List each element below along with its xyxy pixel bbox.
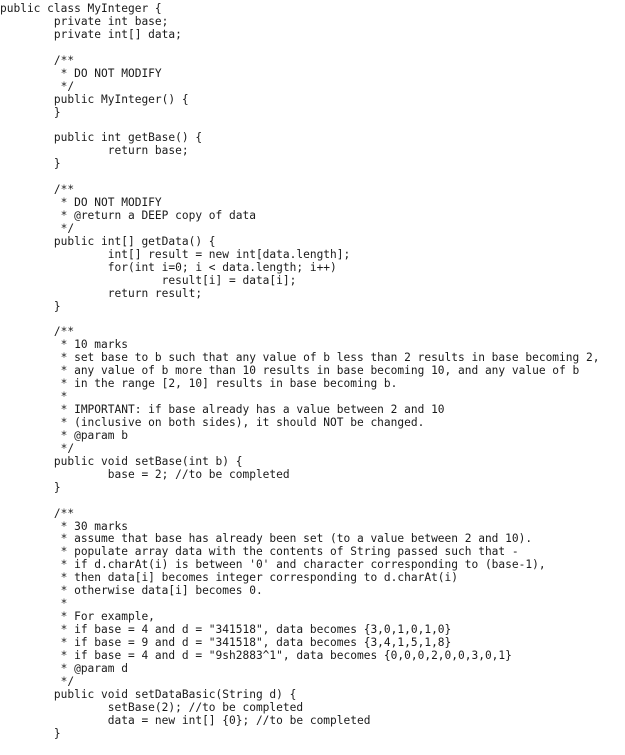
code-line: * then data[i] becomes integer corresponding to d.charAt(i) xyxy=(0,571,459,585)
code-line: * @return a DEEP copy of data xyxy=(0,209,256,222)
code-line: * 10 marks xyxy=(0,338,128,352)
code-line: result[i] = data[i]; xyxy=(0,273,297,287)
code-line: */ xyxy=(0,79,75,93)
code-line: * if d.charAt(i) is between '0' and character corresponding to (base-1), xyxy=(0,558,546,572)
code-line: * if base = 4 and d = "341518", data becomes {3,0,1,0,1,0} xyxy=(0,623,452,636)
code-line: public int[] getData() { xyxy=(0,234,216,248)
code-line: * @param d xyxy=(0,661,128,675)
code-line: * For example, xyxy=(0,610,155,624)
code-line: setBase(2); //to be completed xyxy=(0,700,304,714)
code-line: * xyxy=(0,390,68,404)
code-line: /** xyxy=(0,53,75,67)
code-line: return base; xyxy=(0,144,189,158)
code-line: public int getBase() { xyxy=(0,131,203,145)
code-line: for(int i=0; i < data.length; i++) xyxy=(0,260,337,274)
code-line: } xyxy=(0,157,61,171)
code-line: * IMPORTANT: if base already has a value between 2 and 10 xyxy=(0,403,445,417)
code-line xyxy=(0,314,625,327)
code-line: */ xyxy=(0,674,75,688)
code-line: public void setBase(int b) { xyxy=(0,454,243,468)
code-line: */ xyxy=(0,441,75,455)
code-line: * if base = 9 and d = "341518", data becomes {3,4,1,5,1,8} xyxy=(0,635,452,649)
code-line: * @param b xyxy=(0,428,128,442)
code-line: base = 2; //to be completed xyxy=(0,467,290,481)
code-line: * DO NOT MODIFY xyxy=(0,66,162,80)
code-line: public MyInteger() { xyxy=(0,92,189,106)
code-line xyxy=(0,42,625,55)
code-line: public class MyInteger { xyxy=(0,2,162,15)
code-line: * xyxy=(0,597,68,611)
code-line: * populate array data with the contents of String passed such that - xyxy=(0,545,519,559)
code-line: int[] result = new int[data.length]; xyxy=(0,247,351,261)
code-line: return result; xyxy=(0,286,203,300)
code-line: * set base to b such that any value of b less than 2 results in base becoming 2, xyxy=(0,351,600,365)
code-line: /** xyxy=(0,506,75,520)
code-line: /** xyxy=(0,183,75,197)
code-line: /** xyxy=(0,325,75,339)
code-line: private int[] data; xyxy=(0,27,182,41)
code-line: * DO NOT MODIFY xyxy=(0,196,162,210)
code-line: * assume that base has already been set (to a value between 2 and 10). xyxy=(0,532,533,546)
code-line xyxy=(0,495,625,508)
code-line: * (inclusive on both sides), it should NOT be changed. xyxy=(0,416,425,429)
code-view xyxy=(0,3,625,740)
code-line: } xyxy=(0,105,61,119)
code-line: } xyxy=(0,726,61,740)
code-line: } xyxy=(0,299,61,313)
code-line: * otherwise data[i] becomes 0. xyxy=(0,584,263,598)
code-line: public void setDataBasic(String d) { xyxy=(0,687,297,701)
code-line xyxy=(0,171,625,184)
code-line: * any value of b more than 10 results in base becoming 10, and any value of b xyxy=(0,364,580,378)
code-line: * in the range [2, 10] results in base becoming b. xyxy=(0,377,398,391)
code-line: } xyxy=(0,480,61,494)
code-line: private int base; xyxy=(0,14,169,28)
code-line: * if base = 4 and d = "9sh2883^1", data becomes {0,0,0,2,0,0,3,0,1} xyxy=(0,648,512,662)
code-line: * 30 marks xyxy=(0,519,128,533)
code-line: */ xyxy=(0,221,75,235)
code-line: data = new int[] {0}; //to be completed xyxy=(0,713,371,727)
